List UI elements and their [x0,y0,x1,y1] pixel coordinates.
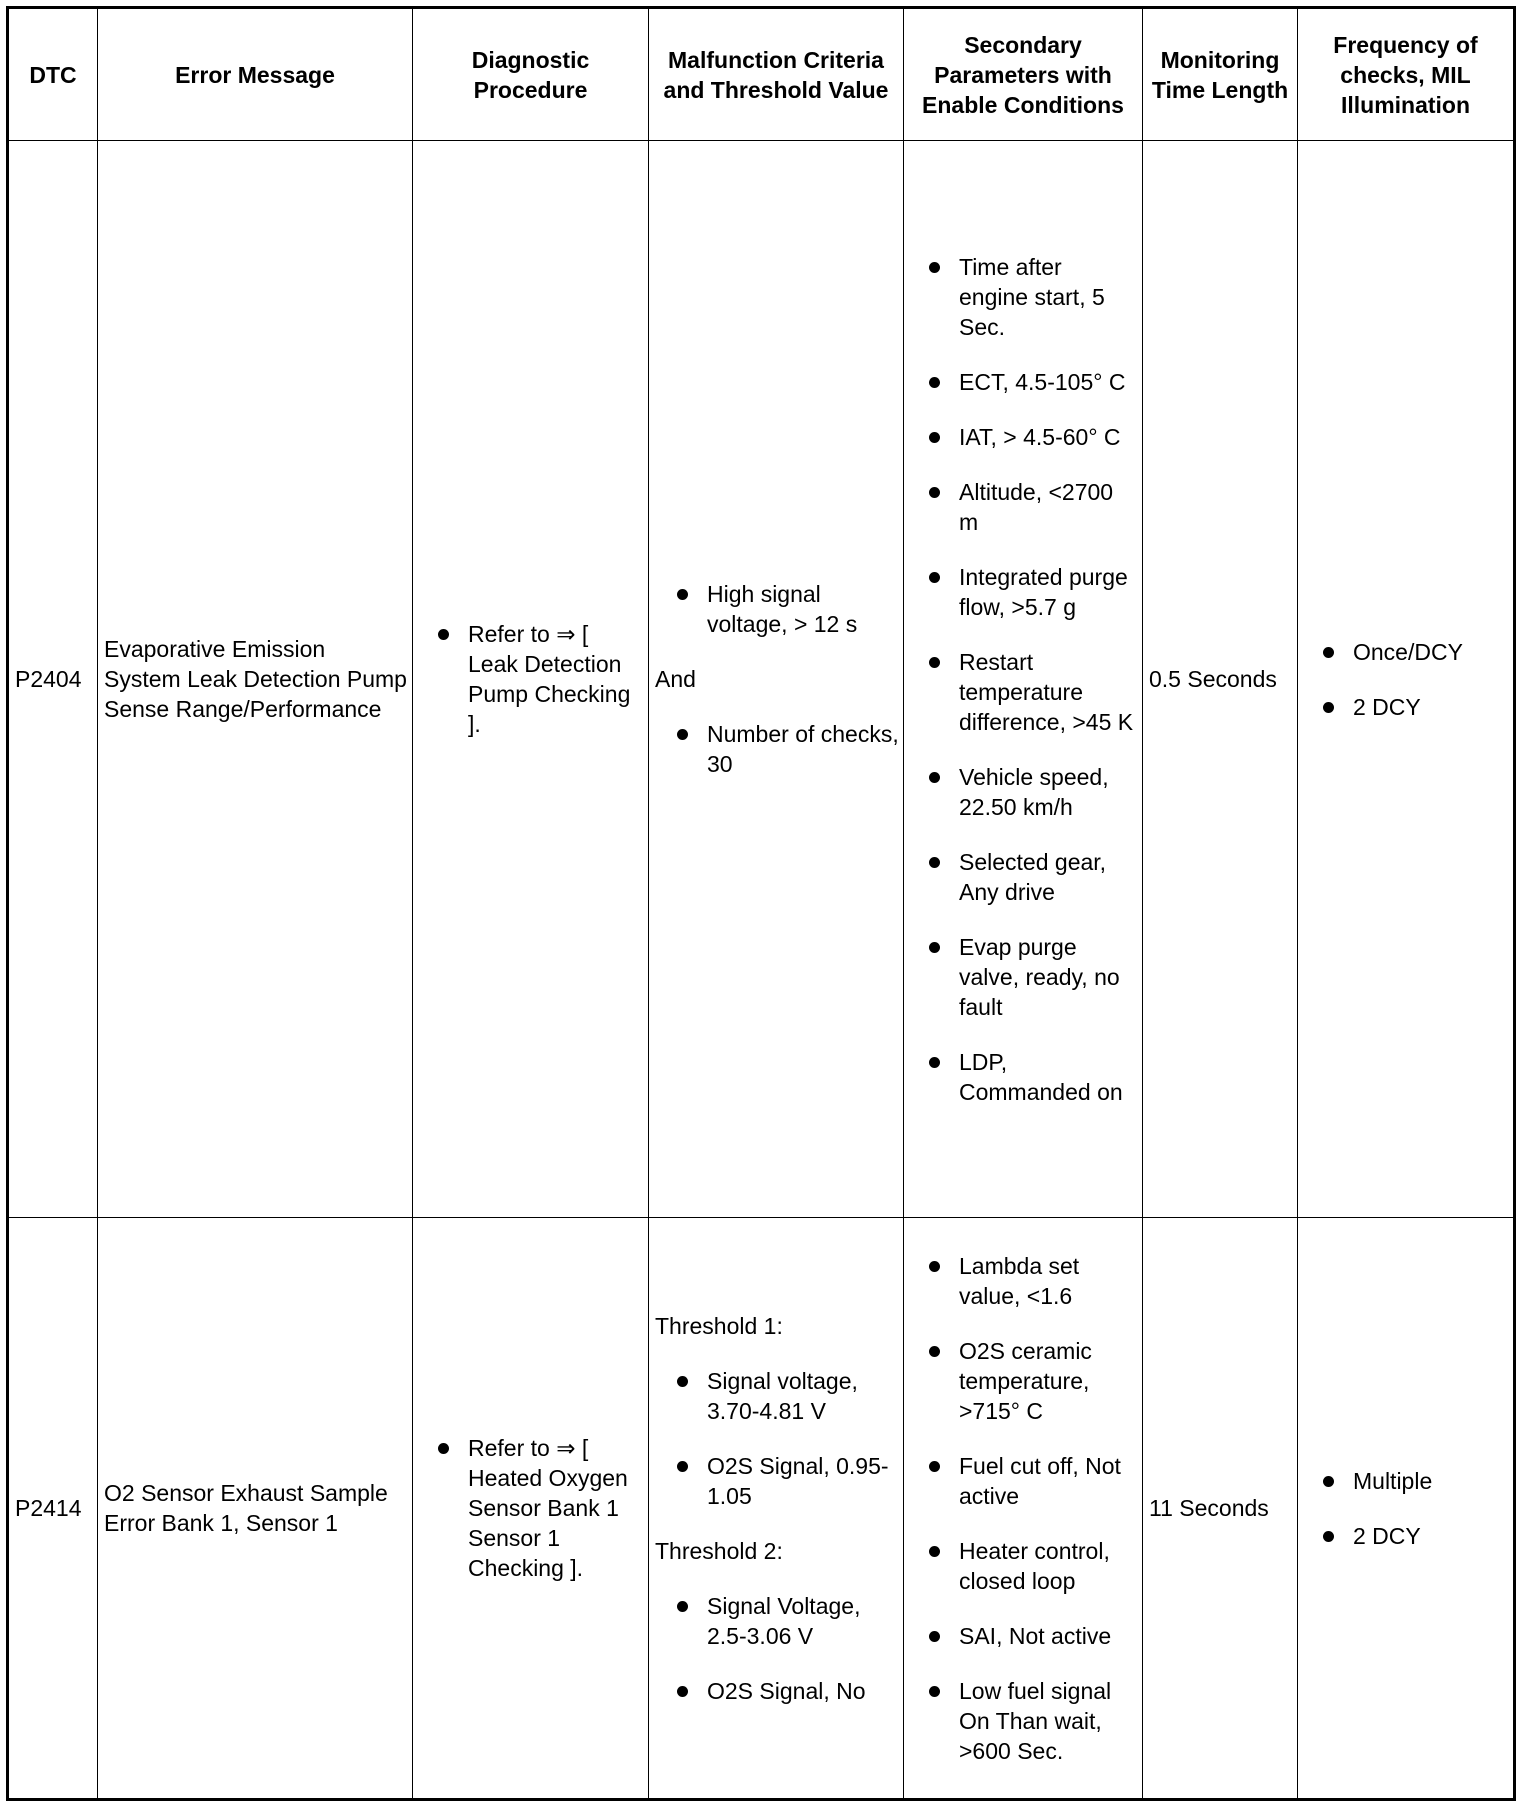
criteria-item: O2S Signal, No [672,1676,899,1706]
secondary-parameter: Low fuel signal On Than wait, >600 Sec. [924,1676,1136,1766]
criteria-item: Signal Voltage, 2.5-3.06 V [672,1591,899,1651]
dtc-code: P2414 [8,1218,98,1800]
frequency-item: 2 DCY [1318,692,1513,722]
secondary-parameter: IAT, > 4.5-60° C [924,422,1136,452]
monitoring-time: 11 Seconds [1143,1218,1298,1800]
secondary-parameter: Lambda set value, <1.6 [924,1251,1136,1311]
secondary-parameter: Altitude, <2700 m [924,477,1136,537]
secondary-parameter: Heater control, closed loop [924,1536,1136,1596]
table-row [8,141,1515,1218]
monitoring-time: 0.5 Seconds [1143,141,1298,1218]
malfunction-criteria [649,141,904,1218]
procedure-reference: Refer to ⇒ [ Heated Oxygen Sensor Bank 1 Sensor 1 Checking ]. [433,1433,644,1583]
error-message: Evaporative Emission System Leak Detection Pump Sense Range/Performance [98,141,413,1218]
dtc-table [6,6,1516,1801]
secondary-parameter: Time after engine start, 5 Sec. [924,252,1136,342]
criteria-item: High signal voltage, > 12 s [672,579,899,639]
frequency-item: Multiple [1318,1466,1513,1496]
secondary-parameter: Vehicle speed, 22.50 km/h [924,762,1136,822]
header-row [8,8,1515,141]
secondary-parameter: Fuel cut off, Not active [924,1451,1136,1511]
secondary-parameter: SAI, Not active [924,1621,1136,1651]
secondary-parameter: Evap purge valve, ready, no fault [924,932,1136,1022]
secondary-parameter: ECT, 4.5-105° C [924,367,1136,397]
header-malfunction-criteria: Malfunction Criteria and Threshold Value [649,8,904,141]
dtc-code: P2404 [8,141,98,1218]
frequency-item: 2 DCY [1318,1521,1513,1551]
secondary-parameter: Restart temperature difference, >45 K [924,647,1136,737]
header-frequency: Frequency of checks, MIL Illumination [1298,8,1515,141]
header-diagnostic-procedure: Diagnostic Procedure [413,8,649,141]
header-dtc: DTC [8,8,98,141]
header-secondary-parameters: Secondary Parameters with Enable Conditions [904,8,1143,141]
header-error-message: Error Message [98,8,413,141]
secondary-parameter: Selected gear, Any drive [924,847,1136,907]
procedure-reference: Refer to ⇒ [ Leak Detection Pump Checking ]. [433,619,644,739]
error-message: O2 Sensor Exhaust Sample Error Bank 1, Sensor 1 [98,1218,413,1800]
secondary-parameter: O2S ceramic temperature, >715° C [924,1336,1136,1426]
frequency-item: Once/DCY [1318,637,1513,667]
header-monitoring-time: Monitoring Time Length [1143,8,1298,141]
criteria-item: Signal voltage, 3.70-4.81 V [672,1366,899,1426]
frequency [1298,1218,1515,1800]
criteria-connector: And [655,666,696,692]
secondary-parameter: Integrated purge flow, >5.7 g [924,562,1136,622]
diagnostic-procedure [413,1218,649,1800]
malfunction-criteria [649,1218,904,1800]
secondary-parameters [904,141,1143,1218]
secondary-parameter: LDP, Commanded on [924,1047,1136,1107]
threshold-label: Threshold 1: [655,1312,783,1339]
frequency [1298,141,1515,1218]
criteria-item: Number of checks, 30 [672,719,899,779]
criteria-item: O2S Signal, 0.95-1.05 [672,1451,899,1511]
table-row [8,1218,1515,1800]
secondary-parameters [904,1218,1143,1800]
threshold-label: Threshold 2: [655,1537,783,1564]
diagnostic-procedure [413,141,649,1218]
